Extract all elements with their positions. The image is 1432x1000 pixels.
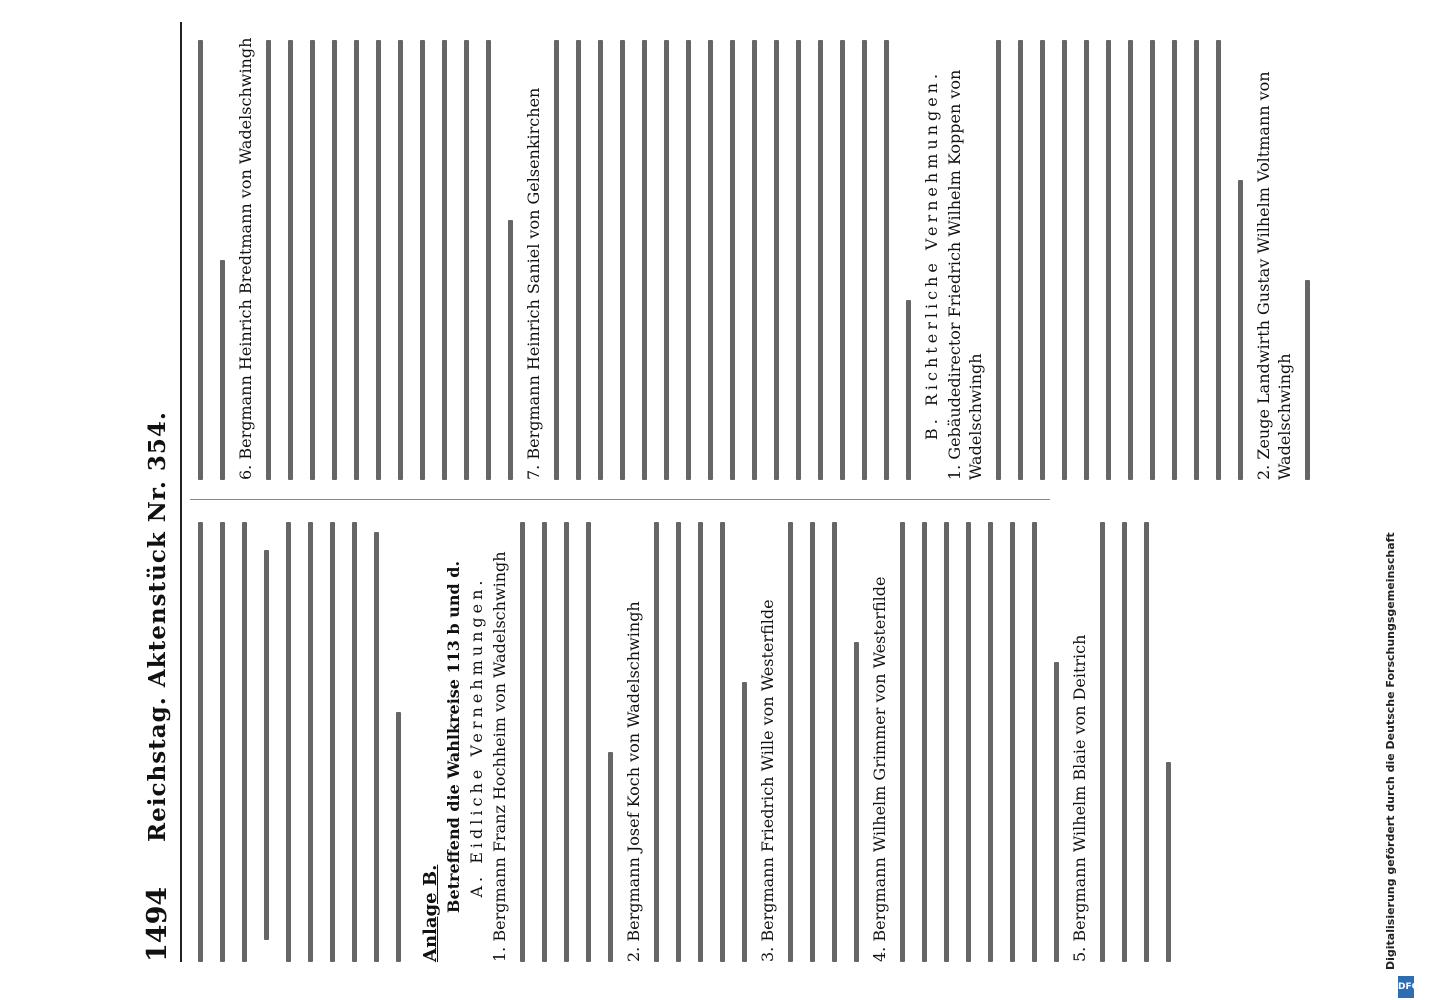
left-column xyxy=(190,512,1180,962)
text-line xyxy=(1046,512,1067,962)
text-line xyxy=(646,512,667,962)
text-line xyxy=(876,30,897,480)
section-a-item: 4. Bergmann Wilhelm Grimmer von Westerfilde xyxy=(870,576,889,962)
text-line xyxy=(1142,30,1163,480)
header-rule xyxy=(180,22,182,962)
text-line xyxy=(1164,30,1185,480)
text-line xyxy=(258,30,279,480)
text-line xyxy=(958,512,979,962)
text-line xyxy=(788,30,809,480)
dfg-logo: DFG xyxy=(1398,976,1414,998)
text-line xyxy=(914,512,935,962)
text-line xyxy=(1297,30,1318,480)
text-line xyxy=(832,30,853,480)
right-column xyxy=(190,30,1319,480)
text-line xyxy=(734,512,755,962)
text-line xyxy=(212,30,233,480)
digitization-credit: Digitalisierung gefördert durch die Deutsche Forschungsgemeinschaft xyxy=(1384,532,1397,970)
text-line xyxy=(846,512,867,962)
section-b-item: 2. Zeuge Landwirth Gustav Wilhelm Voltmann von Wadelschwingh xyxy=(1254,71,1294,480)
text-line xyxy=(412,30,433,480)
text-line xyxy=(534,512,555,962)
text-line xyxy=(1076,30,1097,480)
section-b-heading: B. Richterliche Vernehmungen. xyxy=(922,69,941,441)
text-line xyxy=(478,30,499,480)
text-line xyxy=(892,512,913,962)
text-line xyxy=(1158,512,1179,962)
text-line xyxy=(700,30,721,480)
text-line xyxy=(854,30,875,480)
text-line xyxy=(1120,30,1141,480)
text-line xyxy=(766,30,787,480)
text-line xyxy=(1054,30,1075,480)
text-line xyxy=(1092,512,1113,962)
text-line xyxy=(1002,512,1023,962)
section-b-item: 6. Bergmann Heinrich Bredtmann von Wadelschwingh xyxy=(236,37,255,480)
text-line xyxy=(898,30,919,480)
digitization-footer xyxy=(1384,532,1420,1000)
text-line xyxy=(302,30,323,480)
text-line xyxy=(678,30,699,480)
text-line xyxy=(980,512,1001,962)
text-line xyxy=(668,512,689,962)
page-header xyxy=(128,22,182,962)
text-line xyxy=(190,30,211,480)
text-line xyxy=(280,30,301,480)
text-line xyxy=(1010,30,1031,480)
column-divider xyxy=(190,499,1050,500)
section-a-item: 5. Bergmann Wilhelm Blaie von Deitrich xyxy=(1070,634,1089,962)
text-line xyxy=(300,512,321,962)
text-line xyxy=(802,512,823,962)
running-title: Reichstag. Aktenstück Nr. 354. xyxy=(144,411,171,842)
text-line xyxy=(810,30,831,480)
text-line xyxy=(1186,30,1207,480)
text-line xyxy=(590,30,611,480)
text-line xyxy=(824,512,845,962)
text-line xyxy=(1230,30,1251,480)
text-line xyxy=(234,512,255,962)
text-line xyxy=(690,512,711,962)
subject-heading: Betreffend die Wahlkreise 113 b und d. xyxy=(444,560,463,914)
text-line xyxy=(278,512,299,962)
text-line xyxy=(456,30,477,480)
text-line xyxy=(434,30,455,480)
text-line xyxy=(1098,30,1119,480)
text-line xyxy=(366,512,387,962)
section-a-heading: A. Eidliche Vernehmungen. xyxy=(467,576,486,898)
section-a-item: 2. Bergmann Josef Koch von Wadelschwingh xyxy=(624,601,643,962)
text-line xyxy=(568,30,589,480)
text-line xyxy=(410,512,418,962)
text-line xyxy=(1136,512,1157,962)
text-line xyxy=(256,512,277,962)
text-line xyxy=(744,30,765,480)
text-line xyxy=(500,30,521,480)
text-line xyxy=(600,512,621,962)
text-line xyxy=(634,30,655,480)
section-a-item: 3. Bergmann Friedrich Wille von Westerfilde xyxy=(758,599,777,962)
section-b-item: 1. Gebäudedirector Friedrich Wilhelm Koppen von Wadelschwingh xyxy=(945,69,985,480)
text-line xyxy=(1024,512,1045,962)
annex-heading: Anlage B. xyxy=(420,864,441,962)
text-line xyxy=(190,512,211,962)
text-line xyxy=(1032,30,1053,480)
text-line xyxy=(212,512,233,962)
text-line xyxy=(322,512,343,962)
text-line xyxy=(324,30,345,480)
text-line xyxy=(556,512,577,962)
text-line xyxy=(368,30,389,480)
text-line xyxy=(546,30,567,480)
text-line xyxy=(388,512,409,962)
rotated-page-content xyxy=(120,0,1420,1000)
text-line xyxy=(344,512,365,962)
text-line xyxy=(780,512,801,962)
section-b-item: 7. Bergmann Heinrich Saniel von Gelsenkirchen xyxy=(524,87,543,480)
text-line xyxy=(1114,512,1135,962)
text-line xyxy=(346,30,367,480)
text-line xyxy=(512,512,533,962)
text-line xyxy=(936,512,957,962)
text-line xyxy=(390,30,411,480)
text-line xyxy=(722,30,743,480)
text-line xyxy=(712,512,733,962)
page-number: 1494 xyxy=(142,886,173,962)
section-a-item: 1. Bergmann Franz Hochheim von Wadelschwingh xyxy=(490,551,509,962)
text-line xyxy=(1208,30,1229,480)
text-line xyxy=(656,30,677,480)
text-line xyxy=(988,30,1009,480)
text-line xyxy=(578,512,599,962)
text-line xyxy=(612,30,633,480)
